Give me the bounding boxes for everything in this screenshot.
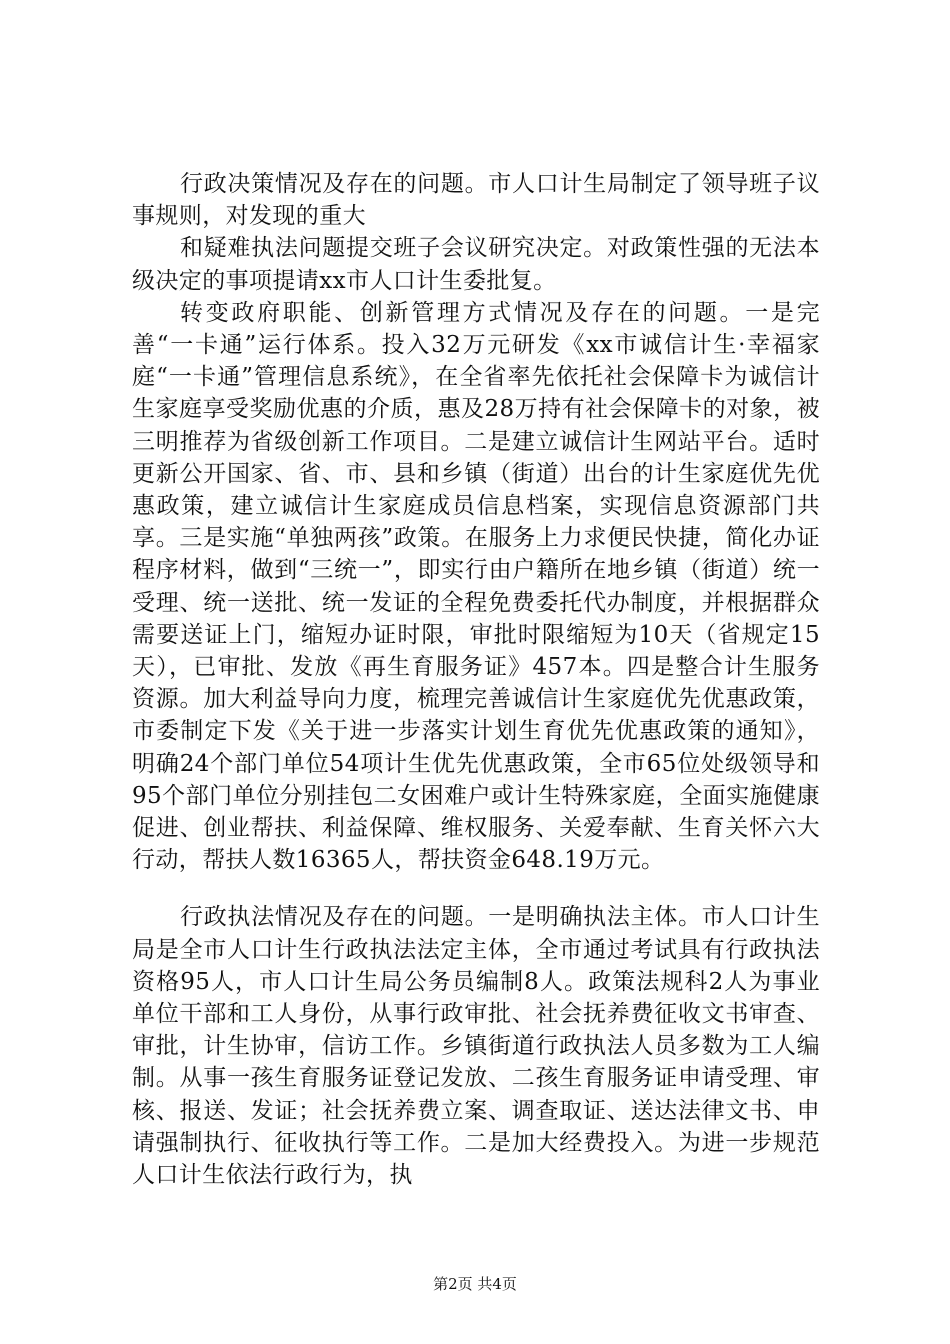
document-body — [132, 168, 820, 1191]
paragraph-administrative-enforcement: 行政执法情况及存在的问题。一是明确执法主体。市人口计生局是全市人口计生行政执法法定主体，全市通过考试具有行政执法资格95人，市人口计生局公务员编制8人。政策法规科2人为事业单位干部和工人身份，从事行政审批、社会抚养费征收文书审查、审批，计生协审，信访工作。乡镇街道行政执法人员多数为工人编制。从事一孩生育服务证登记发放、二孩生育服务证申请受理、审核、报送、发证；社会抚养费立案、调查取证、送达法律文书、申请强制执行、征收执行等工作。二是加大经费投入。为进一步规范人口计生依法行政行为，执 — [132, 904, 820, 1189]
paragraph-difficult-enforcement: 和疑难执法问题提交班子会议研究决定。对政策性强的无法本级决定的事项提请xx市人口计生委批复。 — [132, 235, 820, 294]
paragraph-spacer — [132, 876, 820, 901]
paragraph-government-function-reform: 转变政府职能、创新管理方式情况及存在的问题。一是完善“一卡通”运行体系。投入32万元研发《xx市诚信计生·幸福家庭“一卡通”管理信息系统》，在全省率先依托社会保障卡为诚信计生家庭享受奖励优惠的介质，惠及28万持有社会保障卡的对象，被三明推荐为省级创新工作项目。二是建立诚信计生网站平台。适时更新公开国家、省、市、县和乡镇（街道）出台的计生家庭优先优惠政策，建立诚信计生家庭成员信息档案，实现信息资源部门共享。三是实施“单独两孩”政策。在服务上力求便民快捷，简化办证程序材料，做到“三统一”，即实行由户籍所在地乡镇（街道）统一受理、统一送批、统一发证的全程免费委托代办制度，并根据群众需要送证上门，缩短办证时限，审批时限缩短为10天（省规定15天），已审批、发放《再生育服务证》457本。四是整合计生服务资源。加大利益导向力度，梳理完善诚信计生家庭优先优惠政策，市委制定下发《关于进一步落实计划生育优先优惠政策的通知》，明确24个部门单位54项计生优先优惠政策，全市65位处级领导和95个部门单位分别挂包二女困难户或计生特殊家庭，全面实施健康促进、创业帮扶、利益保障、维权服务、关爱奉献、生育关怀六大行动，帮扶人数16365人，帮扶资金648.19万元。 — [132, 299, 820, 874]
paragraph-administrative-decision: 行政决策情况及存在的问题。市人口计生局制定了领导班子议事规则，对发现的重大 — [132, 171, 820, 230]
page-footer: 第2页 共4页 — [433, 1275, 517, 1293]
